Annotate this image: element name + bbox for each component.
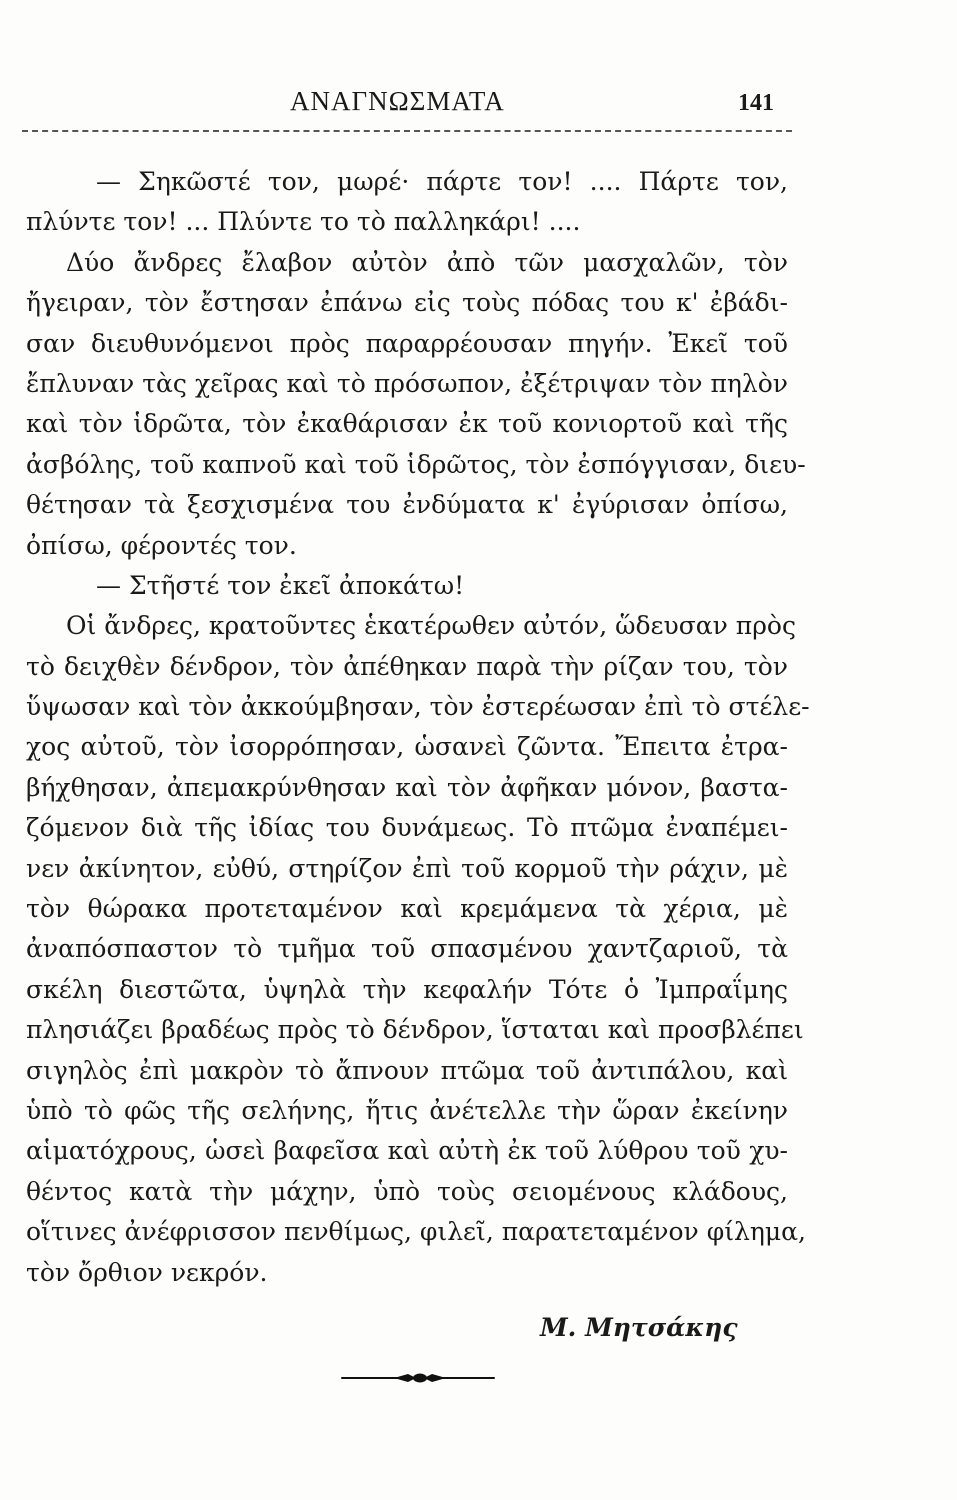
text-line: σκέλη διεστῶτα, ὑψηλὰ τὴν κεφαλήν Τότε ὁ Ἰμπραΐμης (26, 974, 788, 1004)
text-line: ἀσβόλης, τοῦ καπνοῦ καὶ τοῦ ἱδρῶτος, τὸν ἐσπόγγισαν, διευ- (26, 449, 806, 479)
text-line: χος αὐτοῦ, τὸν ἰσορρόπησαν, ὡσανεὶ ζῶντα. Ἔπειτα ἐτρα- (26, 732, 788, 762)
text-line: Δύο ἄνδρες ἔλαβον αὐτὸν ἀπὸ τῶν μασχαλῶν, τὸν (66, 247, 788, 277)
text-line: ἤγειραν, τὸν ἔστησαν ἐπάνω εἰς τοὺς πόδας του κ' ἐβάδι- (26, 288, 788, 318)
text-line: σιγηλὸς ἐπὶ μακρὸν τὸ ἄπνουν πτῶμα τοῦ ἀντιπάλου, καὶ (26, 1055, 788, 1085)
text-line: αἱματόχρους, ὡσεὶ βαφεῖσα καὶ αὐτὴ ἐκ τοῦ λύθρου τοῦ χυ- (26, 1136, 788, 1166)
text-line: ἀναπόσπαστον τὸ τμῆμα τοῦ σπασμένου χαντζαριοῦ, τὰ (26, 934, 788, 964)
text-line: ὑπὸ τὸ φῶς τῆς σελήνης, ἥτις ἀνέτελλε τὴν ὥραν ἐκείνην (26, 1095, 788, 1125)
text-line: — Στῆστέ τον ἐκεῖ ἀποκάτω! (96, 570, 465, 600)
text-line: ἔπλυναν τὰς χεῖρας καὶ τὸ πρόσωπον, ἐξέτριψαν τὸν πηλὸν (26, 368, 788, 398)
text-line: νεν ἀκίνητον, εὐθύ, στηρίζον ἐπὶ τοῦ κορμοῦ τὴν ράχιν, μὲ (26, 853, 788, 883)
text-line: θέτησαν τὰ ξεσχισμένα του ἐνδύματα κ' ἐγύρισαν ὀπίσω, (26, 490, 788, 520)
text-line: τὸ δειχθὲν δένδρον, τὸν ἀπέθηκαν παρὰ τὴν ρίζαν του, τὸν (26, 651, 788, 681)
text-line: Οἱ ἄνδρες, κρατοῦντες ἑκατέρωθεν αὐτόν, ὥδευσαν πρὸς (66, 611, 796, 641)
body-text (26, 162, 810, 1293)
running-head-title: ΑΝΑΓΝΩΣΜΑΤΑ (290, 86, 505, 116)
running-head (0, 86, 957, 126)
text-line: ὀπίσω, φέροντές τον. (26, 530, 297, 560)
page-number: 141 (738, 90, 774, 116)
text-line: ὕψωσαν καὶ τὸν ἀκκούμβησαν, τὸν ἐστερέωσαν ἐπὶ τὸ στέλε- (26, 692, 810, 722)
text-line: σαν διευθυνόμενοι πρὸς παραρρέουσαν πηγήν. Ἐκεῖ τοῦ (26, 328, 788, 358)
text-line: πλύντε τον! ... Πλύντε το τὸ παλληκάρι! .... (26, 207, 581, 237)
text-line: βήχθησαν, ἀπεμακρύνθησαν καὶ τὸν ἀφῆκαν μόνον, βαστα- (26, 772, 788, 802)
author-signature: Μ. Μητσάκης (540, 1313, 738, 1342)
text-line: ζόμενον διὰ τῆς ἰδίας του δυνάμεως. Τὸ πτῶμα ἐναπέμει- (26, 813, 788, 843)
text-line: τὸν θώρακα προτεταμένον καὶ κρεμάμενα τὰ χέρια, μὲ (26, 894, 788, 924)
text-line: πλησιάζει βραδέως πρὸς τὸ δένδρον, ἵσταται καὶ προσβλέπει (26, 1015, 804, 1045)
text-line: καὶ τὸν ἱδρῶτα, τὸν ἐκαθάρισαν ἐκ τοῦ κονιορτοῦ καὶ τῆς (26, 409, 788, 439)
tailpiece-ornament (338, 1372, 498, 1384)
header-rule (22, 130, 792, 132)
text-line: τὸν ὄρθιον νεκρόν. (26, 1257, 268, 1287)
text-line: θέντος κατὰ τὴν μάχην, ὑπὸ τοὺς σειομένους κλάδους, (26, 1176, 788, 1206)
text-line: — Σηκῶστέ τον, μωρέ· πάρτε τον! .... Πάρτε τον, (96, 167, 788, 196)
text-line: οἵτινες ἀνέφρισσον πενθίμως, φιλεῖ, παρατεταμένον φίλημα, (26, 1217, 806, 1247)
